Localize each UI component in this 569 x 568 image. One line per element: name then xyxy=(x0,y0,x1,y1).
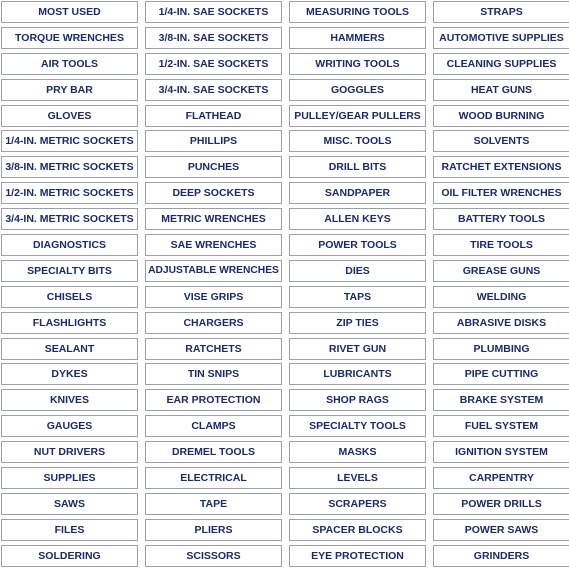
label-cell xyxy=(145,519,282,541)
label-cell xyxy=(1,441,138,463)
label-cell xyxy=(1,312,138,334)
label-text: ADJUSTABLE WRENCHES xyxy=(148,265,279,277)
label-text: SPACER BLOCKS xyxy=(312,523,403,536)
label-cell xyxy=(289,79,426,101)
label-text: SCISSORS xyxy=(186,549,241,562)
label-text: WRITING TOOLS xyxy=(315,57,400,70)
label-cell xyxy=(1,338,138,360)
label-cell xyxy=(1,156,138,178)
label-cell xyxy=(289,234,426,256)
label-cell xyxy=(1,130,138,152)
label-cell xyxy=(433,493,569,515)
label-text: HAMMERS xyxy=(330,31,385,44)
label-cell xyxy=(433,441,569,463)
label-text: SOLDERING xyxy=(38,549,101,562)
label-cell xyxy=(433,79,569,101)
label-text: ZIP TIES xyxy=(336,316,379,329)
label-cell xyxy=(145,338,282,360)
label-cell xyxy=(433,389,569,411)
label-text: SANDPAPER xyxy=(324,187,391,200)
label-cell xyxy=(433,130,569,152)
label-cell xyxy=(1,545,138,567)
label-cell xyxy=(1,208,138,230)
label-text: DREMEL TOOLS xyxy=(171,446,256,459)
label-cell xyxy=(1,234,138,256)
label-text: PLIERS xyxy=(194,523,233,536)
label-cell xyxy=(289,389,426,411)
label-text: DIES xyxy=(345,264,370,277)
label-cell xyxy=(145,105,282,127)
label-cell xyxy=(289,105,426,127)
label-cell xyxy=(145,441,282,463)
label-text: SOLVENTS xyxy=(473,135,530,148)
label-text: ABRASIVE DISKS xyxy=(456,316,547,329)
label-text: EYE PROTECTION xyxy=(311,549,404,562)
label-text: GOGGLES xyxy=(330,83,385,96)
label-cell xyxy=(289,493,426,515)
label-cell xyxy=(433,156,569,178)
label-text: HEAT GUNS xyxy=(470,83,533,96)
label-cell xyxy=(1,53,138,75)
label-text: AUTOMOTIVE SUPPLIES xyxy=(439,31,564,44)
label-cell xyxy=(145,415,282,437)
label-cell xyxy=(433,260,569,282)
label-cell xyxy=(433,312,569,334)
label-cell xyxy=(145,130,282,152)
label-text: PLUMBING xyxy=(473,342,530,355)
label-cell xyxy=(1,105,138,127)
label-cell xyxy=(145,79,282,101)
label-text: RATCHETS xyxy=(185,342,242,355)
label-cell xyxy=(433,234,569,256)
label-cell xyxy=(1,260,138,282)
label-text: DYKES xyxy=(51,368,88,381)
label-text: SPECIALTY TOOLS xyxy=(309,420,406,433)
label-text: OIL FILTER WRENCHES xyxy=(441,187,562,200)
label-cell xyxy=(145,156,282,178)
label-cell xyxy=(145,363,282,385)
label-cell xyxy=(433,545,569,567)
label-cell xyxy=(145,260,282,282)
label-cell xyxy=(1,27,138,49)
label-text: DIAGNOSTICS xyxy=(33,239,106,252)
label-text: GREASE GUNS xyxy=(462,264,541,277)
label-text: WOOD BURNING xyxy=(458,109,545,122)
label-cell xyxy=(289,1,426,23)
label-text: 3/4-IN. METRIC SOCKETS xyxy=(5,213,134,226)
label-cell xyxy=(289,156,426,178)
label-text: 1/2-IN. METRIC SOCKETS xyxy=(5,187,134,200)
label-text: POWER SAWS xyxy=(464,523,539,536)
label-cell xyxy=(289,415,426,437)
label-cell xyxy=(433,105,569,127)
label-text: TIRE TOOLS xyxy=(470,239,533,252)
label-text: CHISELS xyxy=(46,290,93,303)
label-text: MISC. TOOLS xyxy=(323,135,392,148)
label-cell xyxy=(433,363,569,385)
label-text: 1/4-IN. SAE SOCKETS xyxy=(158,6,269,18)
label-text: KNIVES xyxy=(49,394,90,407)
label-text: WELDING xyxy=(476,290,527,303)
label-text: PHILLIPS xyxy=(189,135,238,148)
label-text: BATTERY TOOLS xyxy=(457,213,546,226)
label-cell xyxy=(145,389,282,411)
label-text: SCRAPERS xyxy=(328,497,387,510)
label-text: CARPENTRY xyxy=(469,472,534,485)
label-text: BRAKE SYSTEM xyxy=(459,394,544,407)
label-text: FLASHLIGHTS xyxy=(32,316,107,329)
label-cell xyxy=(145,1,282,23)
label-text: ALLEN KEYS xyxy=(324,213,391,226)
label-text: GAUGES xyxy=(46,420,93,433)
label-text: CLAMPS xyxy=(191,420,236,433)
label-cell xyxy=(289,260,426,282)
label-cell xyxy=(433,208,569,230)
label-text: TAPS xyxy=(343,290,372,303)
label-text: FLATHEAD xyxy=(185,109,242,122)
label-cell xyxy=(433,27,569,49)
label-text: LUBRICANTS xyxy=(323,368,392,381)
label-text: TIN SNIPS xyxy=(187,368,240,381)
label-text: DEEP SOCKETS xyxy=(172,187,255,200)
label-text: METRIC WRENCHES xyxy=(161,213,266,226)
label-cell xyxy=(145,234,282,256)
label-cell xyxy=(1,467,138,489)
label-text: 3/4-IN. SAE SOCKETS xyxy=(158,83,269,96)
label-text: GLOVES xyxy=(47,109,92,122)
label-cell xyxy=(433,182,569,204)
label-text: SAWS xyxy=(54,497,85,510)
label-text: DRILL BITS xyxy=(328,161,387,174)
label-text: ELECTRICAL xyxy=(180,472,247,485)
label-text: TAPE xyxy=(199,497,228,510)
label-text: SEALANT xyxy=(44,342,95,355)
label-text: GRINDERS xyxy=(473,549,530,562)
label-cell xyxy=(1,286,138,308)
label-cell xyxy=(433,415,569,437)
label-cell xyxy=(145,182,282,204)
label-text: MASKS xyxy=(338,446,377,459)
label-cell xyxy=(1,493,138,515)
label-cell xyxy=(145,312,282,334)
label-text: PIPE CUTTING xyxy=(464,368,539,381)
label-cell xyxy=(433,1,569,23)
label-text: SHOP RAGS xyxy=(326,394,389,407)
label-text: MEASURING TOOLS xyxy=(305,6,410,18)
label-text: SPECIALTY BITS xyxy=(27,264,112,277)
label-cell xyxy=(433,53,569,75)
label-text: TORQUE WRENCHES xyxy=(15,31,124,44)
label-text: POWER DRILLS xyxy=(461,497,542,510)
label-text: RIVET GUN xyxy=(328,342,387,355)
label-text: RATCHET EXTENSIONS xyxy=(441,161,562,174)
label-cell xyxy=(289,545,426,567)
label-cell xyxy=(289,363,426,385)
label-cell xyxy=(145,27,282,49)
label-text: PULLEY/GEAR PULLERS xyxy=(294,109,421,122)
label-text: VISE GRIPS xyxy=(183,290,244,303)
label-cell xyxy=(289,467,426,489)
label-cell xyxy=(433,286,569,308)
label-cell xyxy=(433,519,569,541)
label-text: 1/4-IN. METRIC SOCKETS xyxy=(5,135,134,148)
label-cell xyxy=(289,286,426,308)
label-cell xyxy=(289,130,426,152)
label-cell xyxy=(1,1,138,23)
label-cell xyxy=(1,79,138,101)
label-cell xyxy=(289,27,426,49)
label-text: SAE WRENCHES xyxy=(170,239,257,252)
label-cell xyxy=(145,208,282,230)
label-text: SUPPLIES xyxy=(43,472,96,485)
label-cell xyxy=(145,467,282,489)
label-text: EAR PROTECTION xyxy=(166,394,261,407)
label-cell xyxy=(433,467,569,489)
label-text: AIR TOOLS xyxy=(41,57,98,70)
label-text: NUT DRIVERS xyxy=(33,446,106,459)
label-text: PRY BAR xyxy=(46,83,93,96)
label-cell xyxy=(1,389,138,411)
label-text: STRAPS xyxy=(480,6,523,18)
label-text: 1/2-IN. SAE SOCKETS xyxy=(158,57,269,70)
label-cell xyxy=(145,493,282,515)
label-text: FILES xyxy=(54,523,85,536)
label-text: MOST USED xyxy=(38,6,101,18)
label-text: CLEANING SUPPLIES xyxy=(446,57,557,70)
label-text: 3/8-IN. METRIC SOCKETS xyxy=(5,161,134,174)
label-cell xyxy=(145,545,282,567)
label-text: PUNCHES xyxy=(187,161,240,174)
label-cell xyxy=(1,182,138,204)
label-cell xyxy=(289,182,426,204)
label-cell xyxy=(289,208,426,230)
label-cell xyxy=(1,519,138,541)
label-text: LEVELS xyxy=(337,472,378,485)
label-cell xyxy=(289,519,426,541)
label-cell xyxy=(145,286,282,308)
label-cell xyxy=(1,363,138,385)
label-text: POWER TOOLS xyxy=(318,239,397,252)
label-cell xyxy=(289,312,426,334)
label-cell xyxy=(145,53,282,75)
label-cell xyxy=(289,338,426,360)
label-cell xyxy=(289,441,426,463)
label-text: FUEL SYSTEM xyxy=(464,420,539,433)
label-text: IGNITION SYSTEM xyxy=(455,446,548,459)
label-cell xyxy=(433,338,569,360)
label-text: 3/8-IN. SAE SOCKETS xyxy=(158,31,269,44)
label-cell xyxy=(289,53,426,75)
label-cell xyxy=(1,415,138,437)
label-text: CHARGERS xyxy=(183,316,244,329)
